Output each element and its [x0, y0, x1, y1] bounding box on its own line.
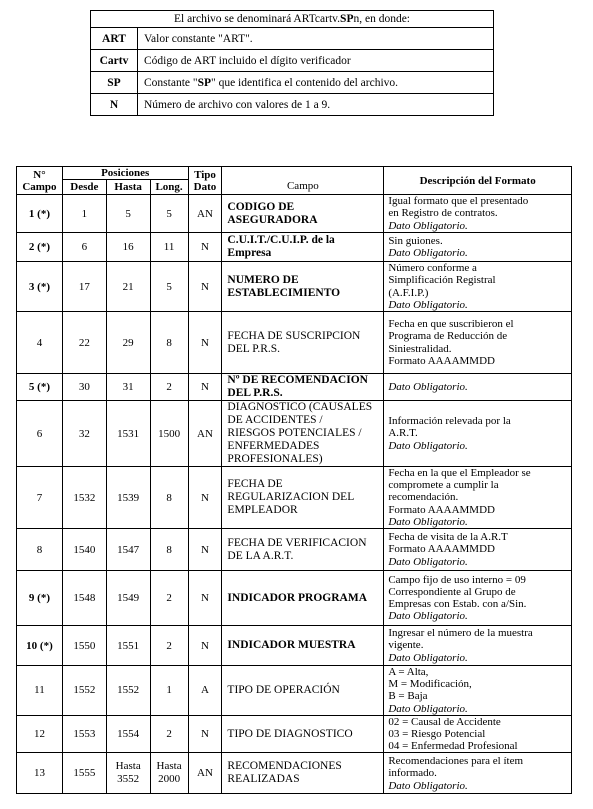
naming-key: SP — [91, 72, 138, 94]
pos-desde: 1548 — [62, 571, 106, 626]
tipo-dato: N — [188, 715, 222, 753]
table-row — [17, 312, 572, 374]
campo-name — [222, 753, 384, 794]
campo-line: ENFERMEDADES — [227, 440, 320, 452]
pos-hasta: Hasta 3552 — [106, 753, 150, 794]
tipo-dato: AN — [188, 195, 222, 233]
campo-name — [222, 312, 384, 374]
required-note: Dato Obligatorio. — [388, 439, 468, 452]
pos-desde: 1555 — [62, 753, 106, 794]
pos-desde: 1552 — [62, 666, 106, 716]
tipo-dato: N — [188, 571, 222, 626]
pos-desde: 1540 — [62, 529, 106, 571]
campo-line: Nº DE RECOMENDACION — [227, 374, 368, 386]
pos-hasta: 1551 — [106, 626, 150, 666]
description-line: Formato AAAAMMDD — [388, 503, 495, 516]
pos-desde: 1 — [62, 195, 106, 233]
description-line: en Registro de contratos. — [388, 207, 498, 220]
pos-long: 1500 — [150, 401, 188, 467]
table-row — [17, 529, 572, 571]
campo-name — [222, 374, 384, 401]
campo-line: PROFESIONALES) — [227, 453, 323, 465]
table-row — [17, 374, 572, 401]
campo-line: DE LA A.R.T. — [227, 549, 294, 562]
naming-row — [91, 50, 494, 72]
header-posiciones: Posiciones — [62, 167, 188, 180]
pos-hasta: 1554 — [106, 715, 150, 753]
pos-long: 11 — [150, 233, 188, 262]
naming-key: Cartv — [91, 50, 138, 72]
campo-line: RIESGOS POTENCIALES / — [227, 427, 362, 439]
description-line: (A.F.I.P.) — [388, 286, 429, 299]
description-line: A = Alta, — [388, 666, 429, 679]
campo-line: DIAGNOSTICO (CAUSALES — [227, 401, 373, 413]
campo-line: TIPO DE DIAGNOSTICO — [227, 727, 353, 740]
required-note: Dato Obligatorio. — [388, 380, 468, 393]
campo-line: ASEGURADORA — [227, 213, 318, 226]
campo-name — [222, 626, 384, 666]
campo-line: EMPLEADOR — [227, 504, 298, 516]
format-description — [384, 312, 572, 374]
description-line: informado. — [388, 767, 437, 780]
campo-line: DE ACCIDENTES / — [227, 414, 323, 426]
naming-value: Código de ART incluido el dígito verificador — [138, 50, 494, 72]
required-note: Dato Obligatorio. — [388, 247, 468, 259]
campo-line: RECOMENDACIONES — [227, 760, 342, 773]
table-row — [17, 467, 572, 529]
description-line: Fecha en la que el Empleador se — [388, 467, 531, 479]
format-description — [384, 374, 572, 401]
description-line: Fecha en que suscribieron el — [388, 318, 514, 331]
description-line: B = Baja — [388, 690, 428, 703]
description-line: Empresas con Estab. con a/Sin. — [388, 598, 527, 611]
campo-number: 11 — [17, 666, 63, 716]
pos-desde: 32 — [62, 401, 106, 467]
table-row — [17, 715, 572, 753]
file-naming-caption: El archivo se denominará ARTcartv.SPn, en donde: — [91, 11, 494, 28]
campo-number: 2 (*) — [17, 233, 63, 262]
required-note: Dato Obligatorio. — [388, 702, 468, 715]
pos-long: 8 — [150, 312, 188, 374]
required-note: Dato Obligatorio. — [388, 555, 468, 568]
pos-long: 1 — [150, 666, 188, 716]
description-line: Igual formato que el presentado — [388, 195, 529, 208]
pos-hasta: 31 — [106, 374, 150, 401]
campo-name — [222, 571, 384, 626]
format-description — [384, 401, 572, 467]
pos-long: 2 — [150, 571, 188, 626]
header-desde: Desde — [62, 180, 106, 195]
campo-line: DEL P.R.S. — [227, 387, 283, 399]
header-tipo-dato: Tipo Dato — [188, 167, 222, 195]
format-description — [384, 571, 572, 626]
campo-line: Empresa — [227, 247, 272, 259]
campo-name — [222, 666, 384, 716]
pos-desde: 17 — [62, 262, 106, 312]
pos-long: 2 — [150, 626, 188, 666]
table-row — [17, 195, 572, 233]
pos-long: 5 — [150, 195, 188, 233]
pos-hasta: 29 — [106, 312, 150, 374]
format-description — [384, 195, 572, 233]
pos-hasta: 1539 — [106, 467, 150, 529]
header-descripcion: Descripción del Formato — [384, 167, 572, 195]
campo-name — [222, 262, 384, 312]
description-line: 04 = Enfermedad Profesional — [388, 740, 518, 753]
tipo-dato: N — [188, 529, 222, 571]
format-description — [384, 467, 572, 529]
table-row — [17, 666, 572, 716]
table-row — [17, 262, 572, 312]
campo-line: REALIZADAS — [227, 773, 300, 786]
description-line: Información relevada por la — [388, 415, 511, 428]
campo-line: FECHA DE VERIFICACION — [227, 536, 367, 549]
header-hasta: Hasta — [106, 180, 150, 195]
tipo-dato: N — [188, 467, 222, 529]
format-description — [384, 262, 572, 312]
pos-desde: 30 — [62, 374, 106, 401]
tipo-dato: A — [188, 666, 222, 716]
naming-row — [91, 72, 494, 94]
pos-desde: 1550 — [62, 626, 106, 666]
campo-name — [222, 715, 384, 753]
pos-long: Hasta 2000 — [150, 753, 188, 794]
pos-hasta: 21 — [106, 262, 150, 312]
header-long: Long. — [150, 180, 188, 195]
description-line: recomendación. — [388, 491, 459, 504]
description-line: compromete a cumplir la — [388, 479, 499, 492]
pos-desde: 1553 — [62, 715, 106, 753]
pos-hasta: 1552 — [106, 666, 150, 716]
required-note: Dato Obligatorio. — [388, 610, 468, 623]
campo-line: TIPO DE OPERACIÓN — [227, 683, 340, 696]
pos-long: 2 — [150, 374, 188, 401]
pos-desde: 6 — [62, 233, 106, 262]
campo-number: 9 (*) — [17, 571, 63, 626]
format-description — [384, 626, 572, 666]
campo-line: NUMERO DE — [227, 273, 299, 286]
tipo-dato: N — [188, 374, 222, 401]
description-line: A.R.T. — [388, 427, 418, 440]
description-line: Simplificación Registral — [388, 274, 496, 287]
naming-key: ART — [91, 28, 138, 50]
campo-line: CODIGO DE — [227, 200, 295, 213]
campo-line: C.U.I.T./C.U.I.P. de la — [227, 234, 335, 246]
pos-hasta: 16 — [106, 233, 150, 262]
description-line: vigente. — [388, 639, 424, 652]
description-line: Fecha de visita de la A.R.T — [388, 531, 508, 544]
required-note: Dato Obligatorio. — [388, 779, 468, 792]
campo-number: 12 — [17, 715, 63, 753]
description-line: Campo fijo de uso interno = 09 — [388, 573, 526, 586]
campo-number: 4 — [17, 312, 63, 374]
table-row — [17, 571, 572, 626]
header-campo: Campo — [222, 167, 384, 195]
campo-line: INDICADOR MUESTRA — [227, 639, 356, 652]
naming-value: Constante "SP" que identifica el contenido del archivo. — [138, 72, 494, 94]
format-description — [384, 715, 572, 753]
description-line: Formato AAAAMMDD — [388, 354, 495, 367]
campo-line: FECHA DE SUSCRIPCION — [227, 329, 361, 342]
description-line: M = Modificación, — [388, 678, 472, 691]
naming-key: N — [91, 94, 138, 116]
campo-line: INDICADOR PROGRAMA — [227, 591, 368, 604]
file-naming-table — [90, 10, 494, 116]
description-line: Programa de Reducción de — [388, 330, 508, 343]
table-row — [17, 401, 572, 467]
description-line: Ingresar el número de la muestra — [388, 627, 533, 640]
format-description — [384, 753, 572, 794]
naming-value: Número de archivo con valores de 1 a 9. — [138, 94, 494, 116]
pos-hasta: 5 — [106, 195, 150, 233]
required-note: Dato Obligatorio. — [388, 219, 468, 232]
description-line: Sin guiones. — [388, 234, 443, 247]
description-line: 02 = Causal de Accidente — [388, 715, 501, 728]
required-note: Dato Obligatorio. — [388, 515, 468, 528]
campo-name — [222, 529, 384, 571]
pos-long: 8 — [150, 467, 188, 529]
pos-long: 2 — [150, 715, 188, 753]
description-line: Siniestralidad. — [388, 342, 452, 355]
pos-hasta: 1531 — [106, 401, 150, 467]
pos-desde: 1532 — [62, 467, 106, 529]
tipo-dato: AN — [188, 401, 222, 467]
tipo-dato: N — [188, 233, 222, 262]
campo-line: DEL P.R.S. — [227, 342, 281, 355]
campo-name — [222, 467, 384, 529]
pos-hasta: 1547 — [106, 529, 150, 571]
format-description — [384, 666, 572, 716]
campo-line: FECHA DE — [227, 478, 283, 490]
campo-number: 10 (*) — [17, 626, 63, 666]
naming-row — [91, 94, 494, 116]
record-format-table — [16, 166, 572, 794]
campo-line: ESTABLECIMIENTO — [227, 286, 341, 299]
format-description — [384, 233, 572, 262]
campo-line: REGULARIZACION DEL — [227, 491, 355, 503]
tipo-dato: N — [188, 262, 222, 312]
naming-value: Valor constante "ART". — [138, 28, 494, 50]
header-campo-num: N° Campo — [17, 167, 63, 195]
pos-long: 8 — [150, 529, 188, 571]
campo-name — [222, 233, 384, 262]
campo-number: 3 (*) — [17, 262, 63, 312]
campo-number: 13 — [17, 753, 63, 794]
required-note: Dato Obligatorio. — [388, 298, 468, 311]
description-line: Correspondiente al Grupo de — [388, 585, 516, 598]
description-line: Formato AAAAMMDD — [388, 543, 495, 556]
naming-row — [91, 28, 494, 50]
campo-name — [222, 401, 384, 467]
table-row — [17, 753, 572, 794]
campo-number: 5 (*) — [17, 374, 63, 401]
pos-long: 5 — [150, 262, 188, 312]
campo-number: 1 (*) — [17, 195, 63, 233]
campo-number: 6 — [17, 401, 63, 467]
description-line: 03 = Riesgo Potencial — [388, 728, 486, 741]
pos-hasta: 1549 — [106, 571, 150, 626]
required-note: Dato Obligatorio. — [388, 651, 468, 664]
format-description — [384, 529, 572, 571]
campo-number: 8 — [17, 529, 63, 571]
description-line: Recomendaciones para el ítem — [388, 755, 524, 768]
description-line: Número conforme a — [388, 262, 477, 275]
campo-number: 7 — [17, 467, 63, 529]
campo-name — [222, 195, 384, 233]
tipo-dato: AN — [188, 753, 222, 794]
pos-desde: 22 — [62, 312, 106, 374]
tipo-dato: N — [188, 312, 222, 374]
table-row — [17, 233, 572, 262]
table-row — [17, 626, 572, 666]
tipo-dato: N — [188, 626, 222, 666]
